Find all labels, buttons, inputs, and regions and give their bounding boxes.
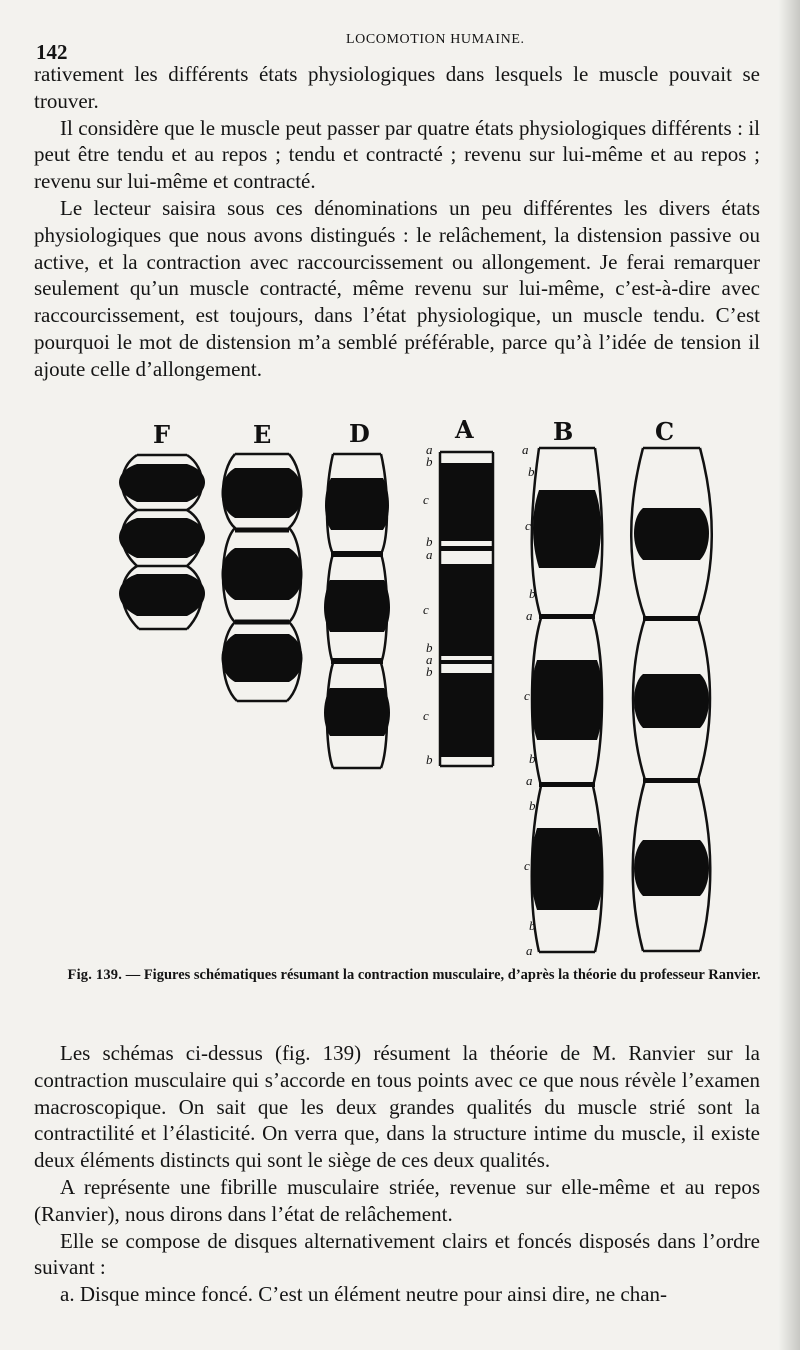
figure-caption xyxy=(50,966,778,985)
disc-letter: c xyxy=(423,708,429,723)
disc-letter: c xyxy=(524,688,530,703)
disc-letter: a xyxy=(426,547,433,562)
paragraph: rativement les différents états physiologiques dans lesquels le muscle pouvait se trouver. xyxy=(34,62,760,113)
running-title: LOCOMOTION HUMAINE. xyxy=(346,32,525,47)
disc-letter: a xyxy=(526,773,533,788)
label-d: D xyxy=(349,419,370,448)
figure-139 xyxy=(95,418,735,963)
disc-letter: a xyxy=(526,608,533,623)
paragraph: Elle se compose de disques alternativement clairs et foncés disposés dans l’ordre suivant : xyxy=(34,1228,760,1280)
label-e: E xyxy=(253,420,272,449)
disc-letter: a xyxy=(526,943,533,958)
page-header xyxy=(36,28,756,64)
fibril-diagram xyxy=(95,418,735,963)
paragraph: a. Disque mince foncé. C’est un élément neutre pour ainsi dire, ne chan- xyxy=(60,1282,668,1307)
disc-letter: b xyxy=(529,751,536,766)
paragraph: Le lecteur saisira sous ces dénominations un peu différentes les divers états physiologiques que nous avons distingués : le relâchement, la distension passive ou active, et la contraction avec raccourcissement ou allongement. Je ferai remarquer seulement qu’un muscle contracté, même revenu sur lui-même, c’est-à-dire avec raccourcissement, est toujours, dans l’état physiologique, un muscle tendu. C’est pourquoi le mot de distension m’a semblé préférable, parce qu’à l’idée de tension il ajoute celle d’allongement. xyxy=(34,195,760,381)
disc-letter: b xyxy=(426,640,433,655)
page-gutter-shadow xyxy=(778,0,800,1350)
disc-letter: b xyxy=(426,752,433,767)
disc-letter: c xyxy=(423,492,429,507)
label-f: F xyxy=(153,420,171,449)
disc-letter: b xyxy=(528,464,535,479)
top-text-block xyxy=(34,61,760,383)
label-b: B xyxy=(553,418,574,446)
page-number: 142 xyxy=(36,40,68,64)
paragraph: Les schémas ci-dessus (fig. 139) résument la théorie de M. Ranvier sur la contraction musculaire qui s’accorde en tous points avec ce que nous révèle l’examen macroscopique. On sait que les deux grandes qualités du muscle strié sont la contractilité et l’élasticité. On verra que, dans la structure intime du muscle, il existe deux éléments distincts qui sont le siège de ces deux qualités. xyxy=(34,1041,760,1173)
caption-text: — Figures schématiques résumant la contraction musculaire, d’après la théorie du professeur Ranvier. xyxy=(125,967,761,983)
label-c: C xyxy=(655,418,675,446)
disc-letter: b xyxy=(529,586,536,601)
disc-letter: c xyxy=(423,602,429,617)
disc-letter: c xyxy=(525,518,531,533)
caption-label: Fig. 139. xyxy=(67,967,123,983)
bottom-text-block xyxy=(34,1040,760,1308)
disc-letter: b xyxy=(426,664,433,679)
disc-letter: a xyxy=(522,442,529,457)
label-a: A xyxy=(455,418,474,444)
disc-letter: a xyxy=(426,652,433,667)
disc-letter: a xyxy=(426,442,433,457)
paragraph: A représente une fibrille musculaire striée, revenue sur elle-même et au repos (Ranvier), nous dirons dans l’état de relâchement. xyxy=(34,1174,760,1226)
disc-letter: b xyxy=(426,454,433,469)
disc-letter: b xyxy=(529,918,536,933)
disc-letter: b xyxy=(529,798,536,813)
paragraph: Il considère que le muscle peut passer par quatre états physiologiques différents : il peut être tendu et au repos ; tendu et contracté ; revenu sur lui-même et au repos ; revenu sur lui-même et contracté. xyxy=(34,115,760,194)
disc-letter: b xyxy=(426,534,433,549)
disc-letter: c xyxy=(524,858,530,873)
